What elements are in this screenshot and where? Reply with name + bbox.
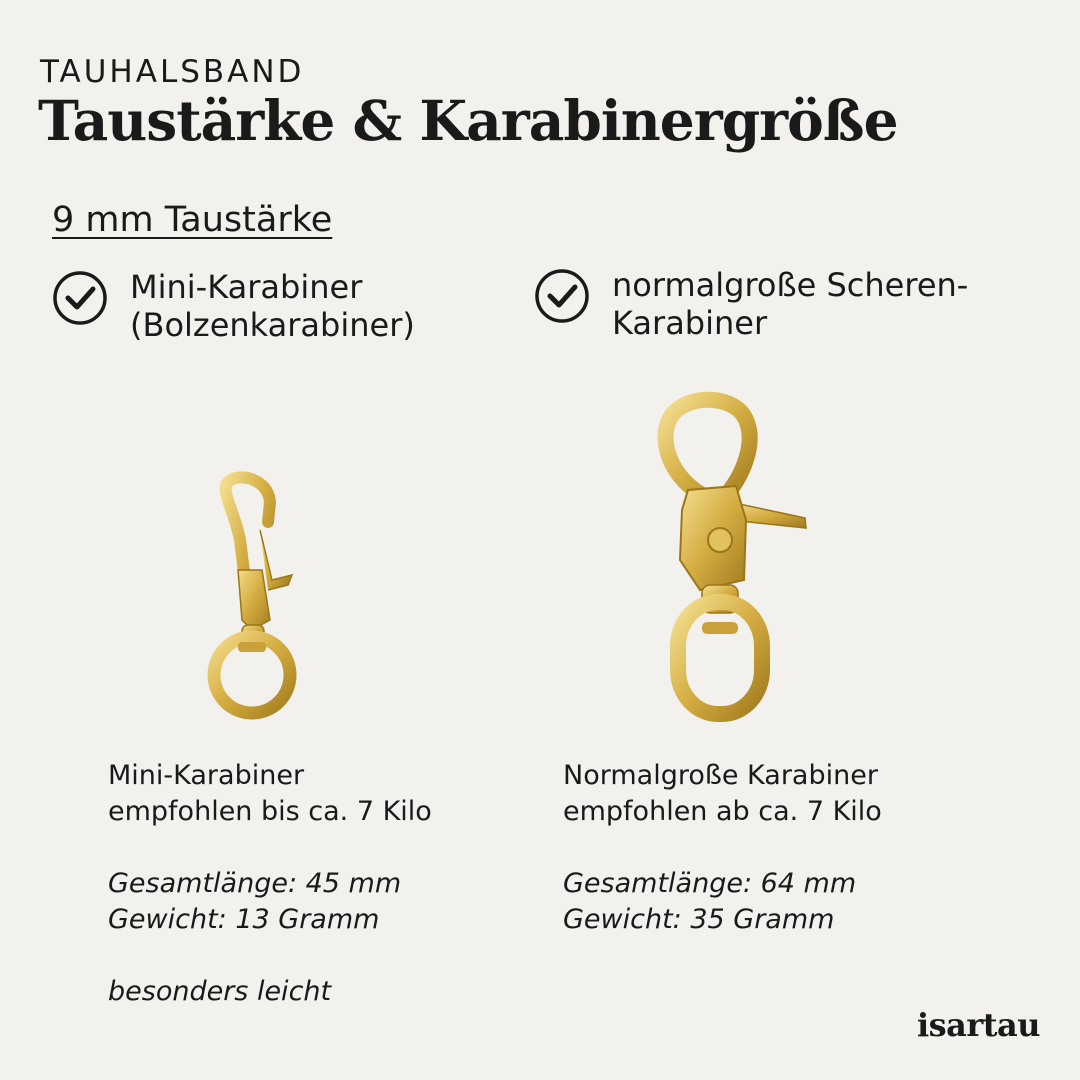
- rope-thickness-heading: 9 mm Taustärke: [52, 200, 333, 240]
- product-length: Gesamtlänge: 64 mm: [563, 868, 857, 899]
- page-title: Taustärke & Karabinergröße: [38, 88, 898, 153]
- mini-carabiner-image: [180, 470, 320, 720]
- product-weight: Gewicht: 35 Gramm: [563, 904, 835, 935]
- option-label: normalgroße Scheren- Karabiner: [612, 266, 969, 342]
- brand-logo: isartau: [916, 1006, 1040, 1044]
- trigger-carabiner-image: [640, 390, 820, 725]
- option-mini-carabiner: [52, 268, 415, 344]
- product-length: Gesamtlänge: 45 mm: [108, 868, 402, 899]
- product-weight: Gewicht: 13 Gramm: [108, 904, 380, 935]
- check-circle-icon: [534, 268, 590, 324]
- eyebrow-label: TAUHALSBAND: [40, 54, 305, 90]
- product-name: Normalgroße Karabiner: [563, 760, 878, 791]
- option-label: Mini-Karabiner (Bolzenkarabiner): [130, 268, 415, 344]
- product-recommendation: empfohlen bis ca. 7 Kilo: [108, 796, 432, 827]
- option-trigger-carabiner: [534, 266, 968, 342]
- mini-carabiner-details: [108, 758, 432, 1010]
- product-name: Mini-Karabiner: [108, 760, 305, 791]
- trigger-carabiner-details: [563, 758, 882, 938]
- product-note: besonders leicht: [108, 976, 332, 1007]
- check-circle-icon: [52, 270, 108, 326]
- product-recommendation: empfohlen ab ca. 7 Kilo: [563, 796, 882, 827]
